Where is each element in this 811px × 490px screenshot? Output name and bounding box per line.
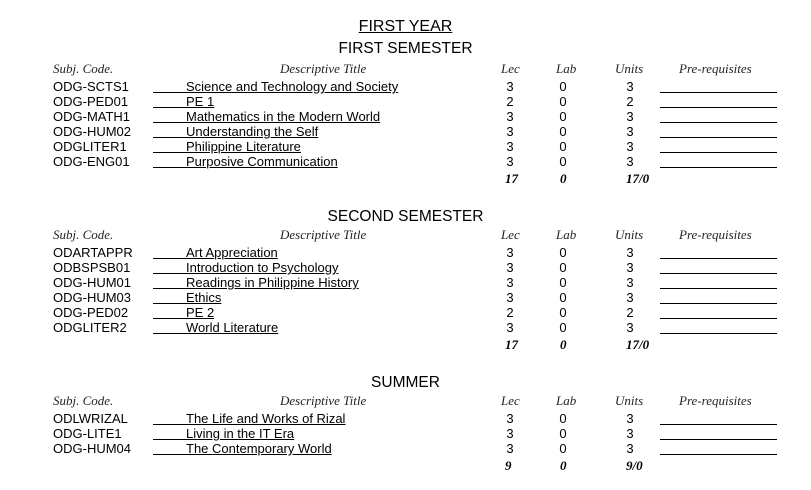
header-prerequisites: Pre-requisites [679, 393, 752, 408]
subject-title: Science and Technology and Society [186, 79, 399, 94]
subject-title-cell [153, 290, 221, 305]
subject-lec: 3 [506, 290, 514, 305]
subject-code: ODG-HUM03 [53, 290, 132, 305]
blank-underline [153, 167, 186, 168]
subject-title: The Contemporary World [186, 441, 332, 456]
subject-title-cell [153, 260, 338, 275]
blank-underline [153, 273, 186, 274]
subject-title: Mathematics in the Modern World [186, 109, 381, 124]
blank-underline [153, 454, 186, 455]
header-subject-code: Subj. Code. [53, 227, 114, 242]
subject-lab: 0 [559, 109, 567, 124]
subject-code: ODG-HUM01 [53, 275, 132, 290]
subject-lec: 3 [506, 154, 514, 169]
section-title: FIRST SEMESTER [338, 40, 473, 57]
prerequisite-field[interactable] [660, 424, 777, 425]
blank-underline [153, 439, 186, 440]
subject-title: Art Appreciation [186, 245, 278, 260]
subject-units: 3 [626, 109, 634, 124]
header-units: Units [615, 61, 644, 76]
subject-title-cell [153, 320, 278, 335]
header-descriptive-title: Descriptive Title [280, 393, 367, 408]
subject-title-cell [153, 275, 359, 290]
subject-units: 3 [626, 320, 634, 335]
subject-lab: 0 [559, 124, 567, 139]
subject-code: ODBSPSB01 [53, 260, 131, 275]
prerequisite-field[interactable] [660, 273, 777, 274]
subject-units: 3 [626, 290, 634, 305]
subject-units: 3 [626, 124, 634, 139]
subject-lec: 3 [506, 426, 514, 441]
subject-units: 3 [626, 411, 634, 426]
subject-lec: 3 [506, 245, 514, 260]
header-prerequisites: Pre-requisites [679, 227, 752, 242]
subject-title: PE 1 [186, 94, 215, 109]
blank-underline [153, 152, 186, 153]
total-units: 17/0 [626, 337, 650, 352]
subject-title: Ethics [186, 290, 222, 305]
subject-lab: 0 [559, 139, 567, 154]
prerequisite-field[interactable] [660, 303, 777, 304]
total-lec: 17 [505, 337, 518, 352]
subject-lab: 0 [559, 245, 567, 260]
subject-title-cell [153, 245, 278, 260]
subject-units: 3 [626, 426, 634, 441]
subject-units: 2 [626, 305, 634, 320]
subject-lec: 3 [506, 411, 514, 426]
header-lab: Lab [556, 61, 577, 76]
subject-code: ODG-PED02 [53, 305, 129, 320]
section-title: SUMMER [371, 374, 440, 391]
subject-lab: 0 [559, 320, 567, 335]
blank-underline [153, 92, 186, 93]
subject-lec: 3 [506, 275, 514, 290]
blank-underline [153, 303, 186, 304]
subject-title: Living in the IT Era [186, 426, 295, 441]
header-lec: Lec [501, 393, 520, 408]
header-descriptive-title: Descriptive Title [280, 61, 367, 76]
total-units: 9/0 [626, 458, 643, 473]
subject-title-cell [153, 154, 338, 169]
prerequisite-field[interactable] [660, 454, 777, 455]
prerequisite-field[interactable] [660, 288, 777, 289]
prerequisite-field[interactable] [660, 439, 777, 440]
subject-lab: 0 [559, 275, 567, 290]
subject-lec: 3 [506, 124, 514, 139]
subject-title: Understanding the Self [186, 124, 319, 139]
subject-lec: 3 [506, 109, 514, 124]
subject-lec: 3 [506, 79, 514, 94]
subject-code: ODLWRIZAL [53, 411, 128, 426]
subject-units: 3 [626, 79, 634, 94]
prerequisite-field[interactable] [660, 318, 777, 319]
header-units: Units [615, 393, 644, 408]
subject-lec: 3 [506, 260, 514, 275]
subject-lab: 0 [559, 411, 567, 426]
prerequisite-field[interactable] [660, 258, 777, 259]
subject-units: 3 [626, 139, 634, 154]
header-descriptive-title: Descriptive Title [280, 227, 367, 242]
prerequisite-field[interactable] [660, 167, 777, 168]
subject-title-cell [153, 109, 380, 124]
year-title [0, 18, 811, 36]
subject-lab: 0 [559, 94, 567, 109]
subject-lab: 0 [559, 426, 567, 441]
total-lec: 9 [505, 458, 512, 473]
blank-underline [153, 424, 186, 425]
subject-lec: 3 [506, 320, 514, 335]
subject-title-cell [153, 79, 398, 94]
subject-title-cell [153, 426, 294, 441]
blank-underline [153, 288, 186, 289]
subject-code: ODGLITER2 [53, 320, 127, 335]
header-prerequisites: Pre-requisites [679, 61, 752, 76]
subject-lab: 0 [559, 260, 567, 275]
subject-code: ODG-ENG01 [53, 154, 130, 169]
subject-lec: 2 [506, 94, 514, 109]
subject-title: Philippine Literature [186, 139, 301, 154]
subject-title: Readings in Philippine History [186, 275, 359, 290]
subject-units: 3 [626, 245, 634, 260]
subject-lab: 0 [559, 154, 567, 169]
subject-units: 3 [626, 154, 634, 169]
subject-code: ODG-LITE1 [53, 426, 122, 441]
total-lab: 0 [560, 171, 567, 186]
subject-title: Purposive Communication [186, 154, 338, 169]
total-lab: 0 [560, 337, 567, 352]
header-lab: Lab [556, 393, 577, 408]
subject-lab: 0 [559, 305, 567, 320]
subject-lab: 0 [559, 79, 567, 94]
header-lab: Lab [556, 227, 577, 242]
section-title: SECOND SEMESTER [327, 208, 484, 225]
prerequisite-field[interactable] [660, 122, 777, 123]
total-lec: 17 [505, 171, 518, 186]
header-subject-code: Subj. Code. [53, 393, 114, 408]
subject-title-cell [153, 305, 214, 320]
subject-title: The Life and Works of Rizal [186, 411, 346, 426]
subject-units: 3 [626, 275, 634, 290]
subject-title-cell [153, 124, 318, 139]
subject-lab: 0 [559, 441, 567, 456]
subject-title-cell [153, 441, 332, 456]
subject-lec: 3 [506, 139, 514, 154]
header-lec: Lec [501, 227, 520, 242]
year-title-text: FIRST YEAR [358, 18, 453, 35]
blank-underline [153, 137, 186, 138]
subject-code: ODG-MATH1 [53, 109, 131, 124]
subject-code: ODG-HUM04 [53, 441, 132, 456]
subject-lab: 0 [559, 290, 567, 305]
subject-units: 2 [626, 94, 634, 109]
subject-code: ODGLITER1 [53, 139, 127, 154]
subject-code: ODARTAPPR [53, 245, 133, 260]
subject-title-cell [153, 139, 301, 154]
subject-code: ODG-PED01 [53, 94, 129, 109]
blank-underline [153, 122, 186, 123]
total-units: 17/0 [626, 171, 650, 186]
prerequisite-field[interactable] [660, 333, 777, 334]
prerequisite-field[interactable] [660, 107, 777, 108]
subject-code: ODG-SCTS1 [53, 79, 129, 94]
subject-title: PE 2 [186, 305, 215, 320]
prerequisite-field[interactable] [660, 137, 777, 138]
header-lec: Lec [501, 61, 520, 76]
blank-underline [153, 107, 186, 108]
header-subject-code: Subj. Code. [53, 61, 114, 76]
header-units: Units [615, 227, 644, 242]
subject-units: 3 [626, 441, 634, 456]
prerequisite-field[interactable] [660, 152, 777, 153]
subject-lec: 3 [506, 441, 514, 456]
total-lab: 0 [560, 458, 567, 473]
subject-code: ODG-HUM02 [53, 124, 132, 139]
prerequisite-field[interactable] [660, 92, 777, 93]
blank-underline [153, 333, 186, 334]
blank-underline [153, 318, 186, 319]
subject-title-cell [153, 411, 345, 426]
subject-title: Introduction to Psychology [186, 260, 339, 275]
subject-title-cell [153, 94, 214, 109]
blank-underline [153, 258, 186, 259]
subject-units: 3 [626, 260, 634, 275]
subject-title: World Literature [186, 320, 279, 335]
subject-lec: 2 [506, 305, 514, 320]
